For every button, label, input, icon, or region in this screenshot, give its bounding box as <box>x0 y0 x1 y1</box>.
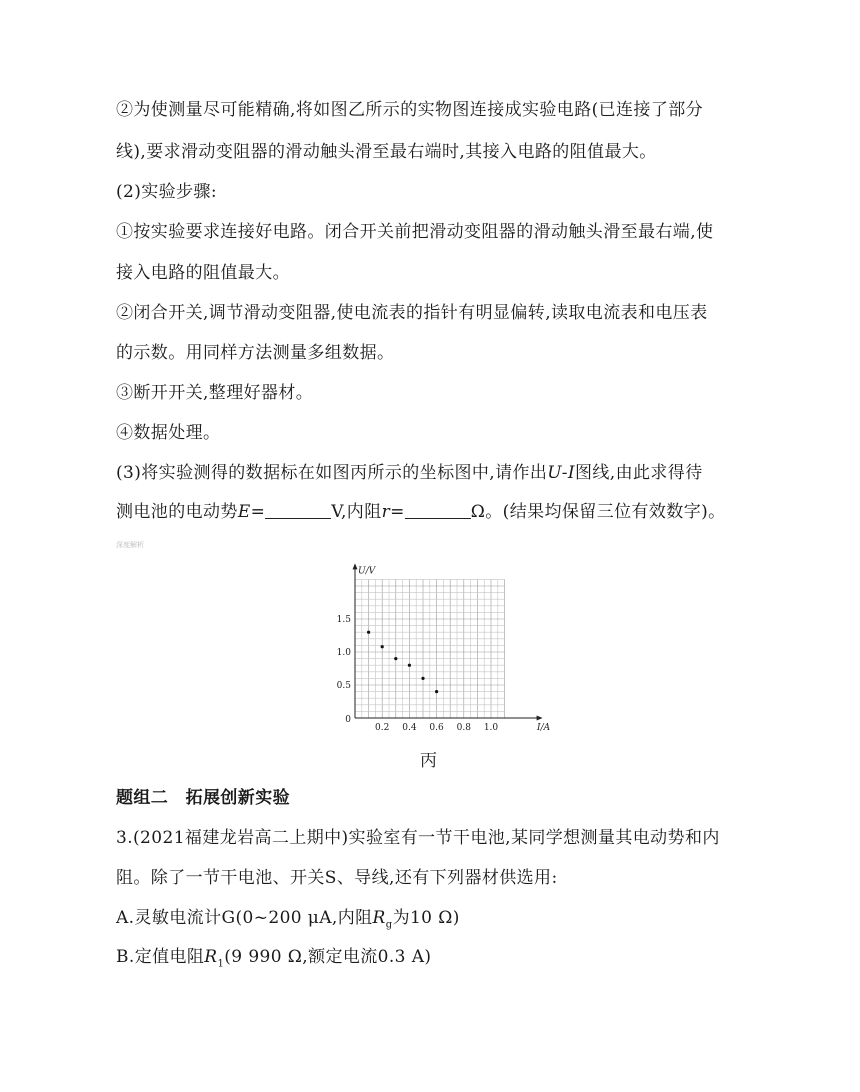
data-point <box>408 664 411 667</box>
option-a <box>116 906 460 937</box>
data-point <box>381 645 384 648</box>
question-line: 3.(2021福建龙岩高二上期中)实验室有一节干电池,某同学想测量其电动势和内 <box>116 828 720 848</box>
text-span: B.定值电阻 <box>116 947 205 967</box>
variable-rg: R <box>372 908 386 928</box>
chart-grid <box>355 579 505 718</box>
x-tick-label: 0.2 <box>375 723 390 733</box>
paragraph-line: 接入电路的阻值最大。 <box>116 263 290 283</box>
u-i-chart <box>330 560 551 740</box>
answer-blank-r[interactable] <box>405 501 471 519</box>
text-span: A.灵敏电流计G(0~200 μA,内阻 <box>116 908 373 928</box>
x-axis-label: I/A <box>537 723 551 733</box>
paragraph-line: ②闭合开关,调节滑动变阻器,使电流表的指针有明显偏转,读取电流表和电压表 <box>116 303 708 323</box>
option-b <box>116 945 431 976</box>
paragraph-line: 线),要求滑动变阻器的滑动触头滑至最右端时,其接入电路的阻值最大。 <box>116 142 657 162</box>
y-tick-label: 1.5 <box>336 615 351 625</box>
paragraph-line: ④数据处理。 <box>116 423 221 443</box>
paragraph-line: ③断开开关,整理好器材。 <box>116 383 314 403</box>
y-tick-label: 1.0 <box>336 648 351 658</box>
section-label: (2)实验步骤: <box>116 182 218 202</box>
section-heading: 题组二 拓展创新实验 <box>116 788 290 808</box>
origin-label: 0 <box>345 715 351 725</box>
watermark-text: 深度解析 <box>116 541 144 549</box>
x-tick-label: 0.4 <box>402 723 417 733</box>
data-point <box>394 657 397 660</box>
variable-ui: U-I <box>547 463 575 483</box>
y-tick-label: 0.5 <box>336 681 351 691</box>
x-tick-label: 0.6 <box>429 723 444 733</box>
variable-r: r <box>381 502 391 522</box>
x-tick-label: 1.0 <box>483 723 499 733</box>
text-span: 图线,由此求得待 <box>575 463 703 483</box>
y-axis-arrow <box>353 563 358 569</box>
variable-r1: R <box>204 947 218 967</box>
data-point <box>435 690 438 693</box>
text-span: = <box>390 502 405 522</box>
x-tick-label: 0.8 <box>456 723 471 733</box>
data-point <box>421 677 424 680</box>
paragraph-line: 的示数。用同样方法测量多组数据。 <box>116 343 395 363</box>
chart-axes <box>353 563 543 720</box>
question-line: 阻。除了一节干电池、开关S、导线,还有下列器材供选用: <box>116 868 558 888</box>
text-span: (3)将实验测得的数据标在如图丙所示的坐标图中,请作出 <box>116 463 548 483</box>
figure-caption: 丙 <box>420 751 437 771</box>
paragraph-line: ①按实验要求连接好电路。闭合开关前把滑动变阻器的滑动触头滑至最右端,使 <box>116 222 714 242</box>
y-axis-label: U/V <box>358 566 376 577</box>
subscript: 1 <box>217 958 225 970</box>
answer-blank-e[interactable] <box>265 501 331 519</box>
text-span: V,内阻 <box>331 502 382 522</box>
text-span: 测电池的电动势 <box>116 502 238 522</box>
paragraph-line <box>116 461 703 485</box>
x-axis-arrow <box>537 716 543 721</box>
text-span: = <box>250 502 266 522</box>
text-span: (9 990 Ω,额定电流0.3 A) <box>224 947 432 967</box>
paragraph-line <box>116 500 726 524</box>
paragraph-line: ②为使测量尽可能精确,将如图乙所示的实物图连接成实验电路(已连接了部分 <box>116 100 704 120</box>
text-span: 为10 Ω) <box>392 908 460 928</box>
text-span: Ω。(结果均保留三位有效数字)。 <box>470 502 726 522</box>
subscript: g <box>385 919 393 931</box>
data-point <box>367 631 370 634</box>
variable-e: E <box>237 502 251 522</box>
